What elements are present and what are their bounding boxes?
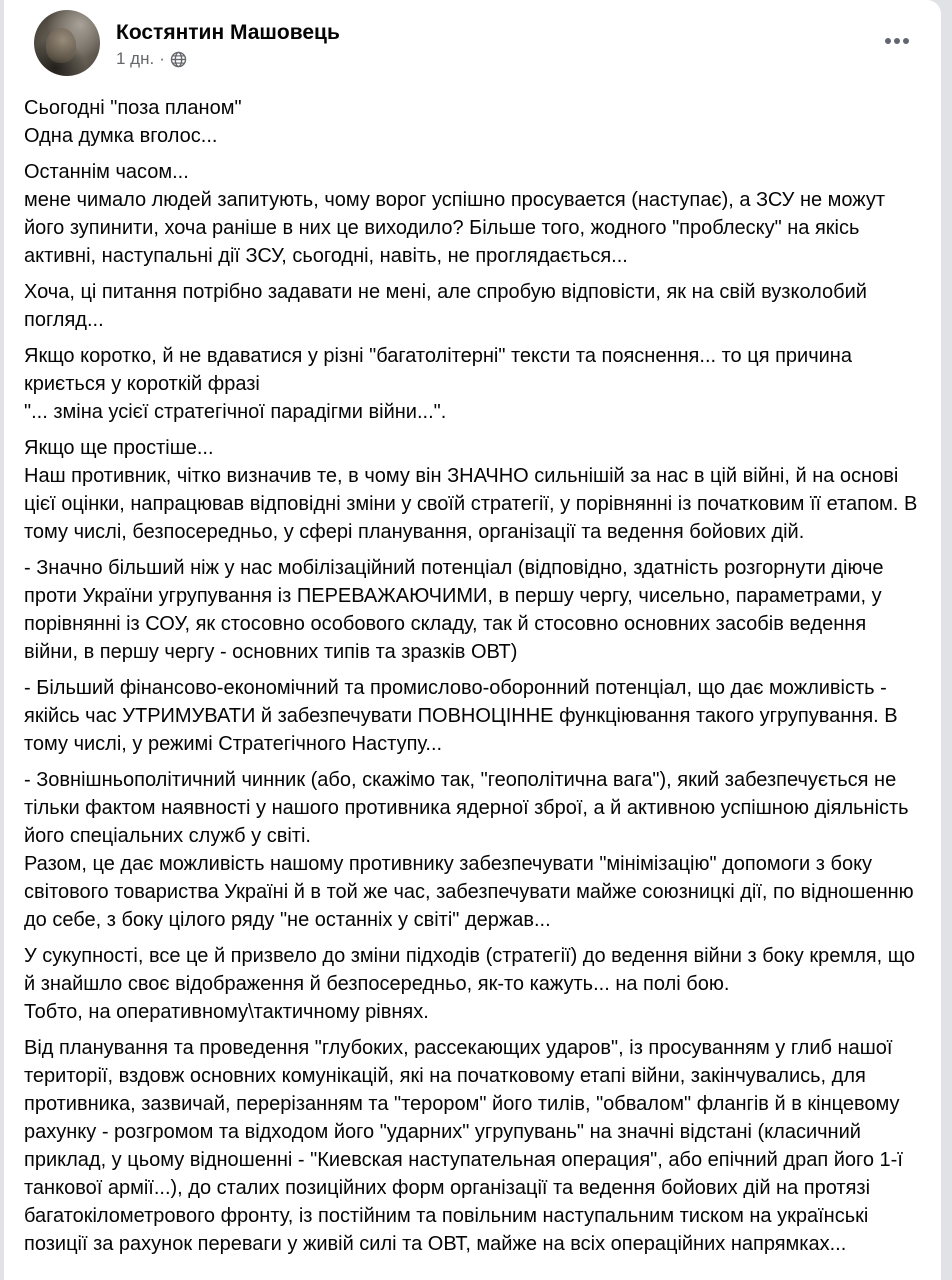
meta-separator: · <box>159 49 165 68</box>
post-paragraph: Сьогодні "поза планом" Одна думка вголос... <box>24 97 242 147</box>
post-paragraph: - Більший фінансово-економічний та промислово-оборонний потенціал, що дає можливість - якійсь час УТРИМУВАТИ й забезпечувати ПОВНОЦІННЕ функціювання такого угрупування. В тому числі, у режимі Стратегічного Наступу... <box>24 677 904 755</box>
post-paragraph: Хоча, ці питання потрібно задавати не мені, але спробую відповісти, як на свій вузколобий погляд... <box>24 281 873 331</box>
post-paragraph: - Значно більший ніж у нас мобілізаційний потенціал (відповідно, здатність розгорнути діюче проти України угрупування із ПЕРЕВАЖАЮЧИМИ, в першу чергу, чисельно, параметрами, у порівнянні із СОУ, як стосовно особового складу, так й стосовно основних засобів ведення війни, в першу чергу - основних типів та зразків ОВТ) <box>24 557 890 663</box>
post-paragraph: Від планування та проведення "глубоких, рассекающих ударов", із просуванням у глиб нашої території, вздовж основних комунікацій, які на початковому етапі війни, закінчувались, для противника, зазвичай, перерізанням та "терором" його тилів, "обвалом" флангів й в кінцевому рахунку - розгромом та відходом його "ударних" угрупувань" на значні відстані (класичний приклад, у цьому відношенні - "Киевская наступательная операция", або епічний драп його 1-ї танкової армії...), до сталих позиційних форм організації та ведення бойових дій на протязі багатокілометрового фронту, із постійним та повільним наступальним тиском на українські позиції за рахунок переваги у живій силі та ОВТ, майже на всіх операційних напрямках... <box>24 1037 909 1255</box>
timestamp-link[interactable]: 1 дн. <box>116 49 155 68</box>
post-paragraph: Якщо коротко, й не вдаватися у різні "багатолітерні" тексти та пояснення... то ця причина криється у короткій фразі "... зміна усієї стратегічної парадігми війни...". <box>24 345 858 423</box>
avatar[interactable] <box>34 10 100 76</box>
ellipsis-icon <box>884 36 910 46</box>
post-card <box>4 0 941 1280</box>
globe-icon <box>170 51 187 68</box>
post-header <box>20 0 925 86</box>
post-paragraph: У сукупності, все це й призвело до зміни підходів (стратегії) до ведення війни з боку кремля, що й знайшло своє відображення й безпосередньо, як-то кажуть... на полі бою. Тобто, на оперативному\тактичному рівнях. <box>24 945 921 1023</box>
post-options-button[interactable] <box>877 24 917 58</box>
post-paragraph: Якщо ще простіше... Наш противник, чітко визначив те, в чому він ЗНАЧНО сильнішій за нас в цій війні, й на основі цієї оцінки, напрацював відповідні зміни у своїй стратегії, у порівнянні із початковим її етапом. В тому числі, безпосередньо, у сфері планування, організації та ведення бойових дій. <box>24 437 923 543</box>
post-meta <box>116 49 340 69</box>
author-name-link[interactable]: Костянтин Машовець <box>116 21 340 44</box>
post-body <box>20 94 925 1258</box>
post-paragraph: Останнім часом... мене чимало людей запитують, чому ворог успішно просувается (наступає), а ЗСУ не можут його зупинити, хоча раніше в них це виходило? Більше того, жодного "проблеску" на якісь активні, наступальні дії ЗСУ, сьогодні, навіть, не проглядається... <box>24 161 891 267</box>
post-paragraph: - Зовнішньополітичний чинник (або, скажімо так, "геополітична вага"), який забезпечується не тільки фактом наявності у нашого противника ядерної зброї, а й активною успішною діяльність його спеціальних служб у світі. Разом, це дає можливість нашому противнику забезпечувати "мінімізацію" допомоги з боку світового товариства Україні й в той же час, забезпечувати майже союзницкі дії, по відношенню до себе, з боку цілого ряду "не останніх у світі" держав... <box>24 769 920 931</box>
header-text <box>116 20 340 69</box>
